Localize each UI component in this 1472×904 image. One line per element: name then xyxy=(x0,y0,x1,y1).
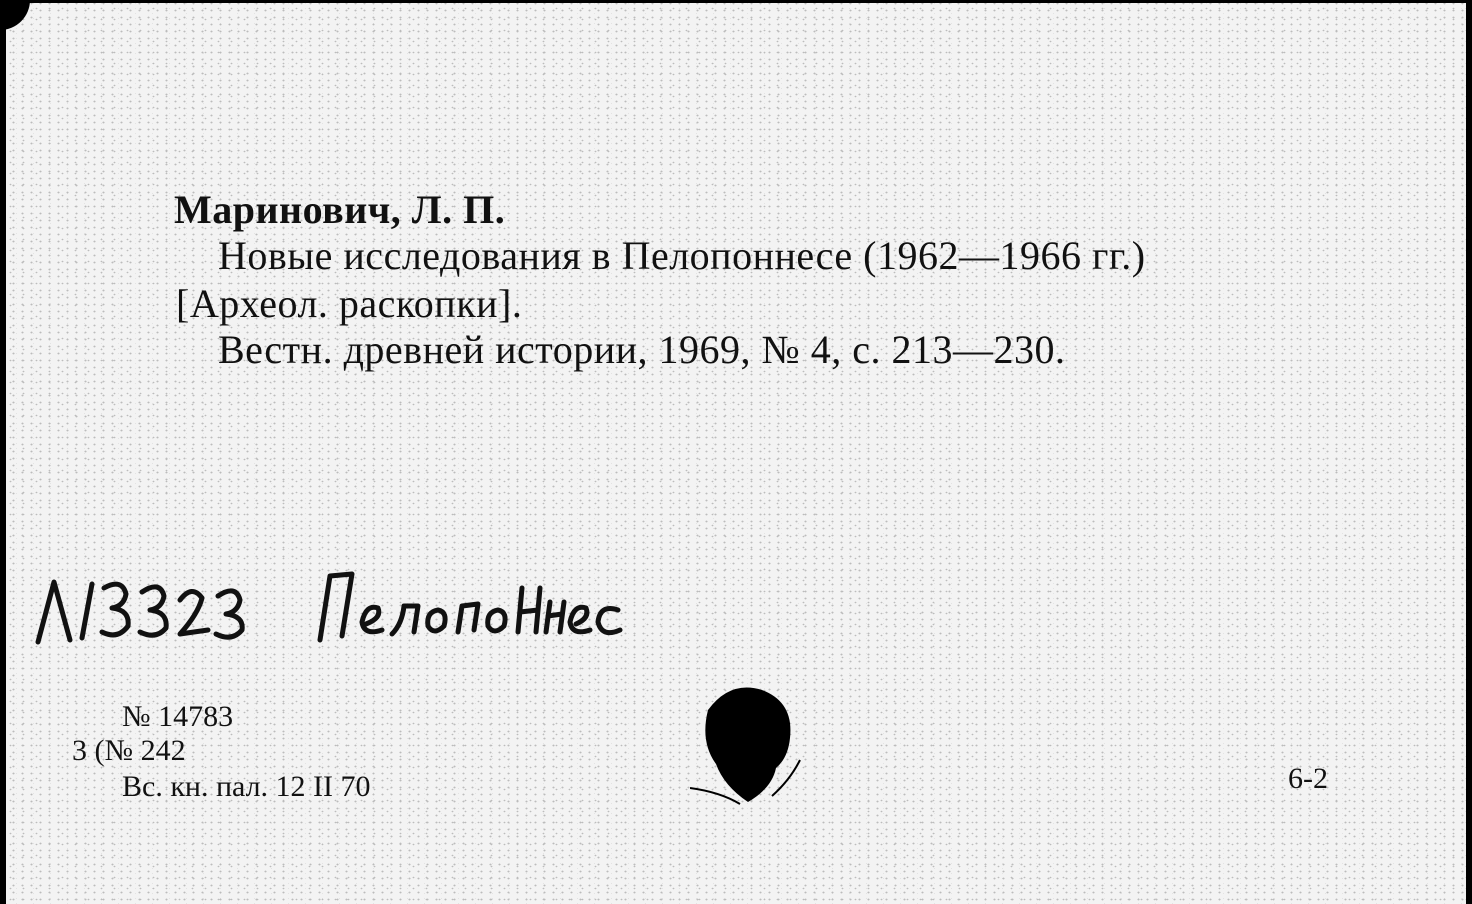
punch-hole-icon xyxy=(690,680,810,810)
card-edge-left xyxy=(0,20,6,904)
author-name: Маринович, Л. П. xyxy=(174,187,506,232)
card-edge-top xyxy=(0,0,1472,3)
handwritten-shelfmark xyxy=(30,560,630,650)
inventory-number: № 14783 xyxy=(122,700,234,733)
source-citation: Вестн. древней истории, 1969, № 4, с. 213—230. xyxy=(218,327,1066,372)
work-title: Новые исследования в Пелопоннесе (1962—1966 гг.) xyxy=(218,233,1146,278)
card-code: 6-2 xyxy=(1288,762,1328,795)
subject-note: [Археол. раскопки]. xyxy=(176,281,523,326)
secondary-number: 3 (№ 242 xyxy=(72,734,186,767)
receipt-note: Вс. кн. пал. 12 II 70 xyxy=(122,770,371,803)
card-edge-right xyxy=(1466,0,1472,904)
